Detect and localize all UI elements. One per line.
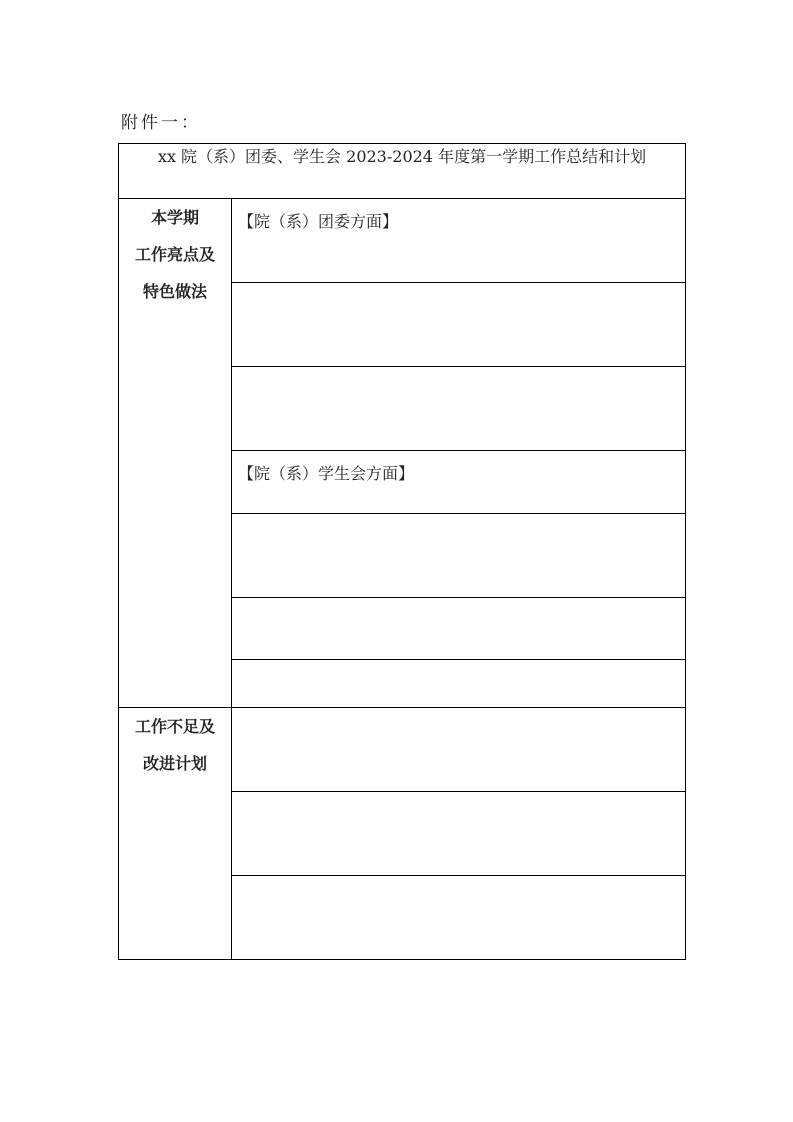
league-committee-cell[interactable] bbox=[232, 199, 686, 283]
improvements-label-cell bbox=[119, 708, 232, 960]
improvements-label-line-1: 工作不足及 bbox=[134, 717, 215, 736]
student-union-heading: 【院（系）学生会方面】 bbox=[238, 464, 415, 483]
attachment-label: 附件一： bbox=[121, 113, 201, 133]
highlights-label-cell bbox=[119, 199, 232, 708]
league-committee-heading: 【院（系）团委方面】 bbox=[238, 212, 399, 231]
form-title: xx 院（系）团委、学生会 2023-2024 年度第一学期工作总结和计划 bbox=[119, 144, 686, 199]
improvement-entry-3[interactable] bbox=[232, 876, 686, 960]
student-union-cell[interactable] bbox=[232, 451, 686, 514]
improvement-entry-2[interactable] bbox=[232, 792, 686, 876]
highlights-label-line-2: 工作亮点及 bbox=[134, 245, 215, 264]
improvement-entry-1[interactable] bbox=[232, 708, 686, 792]
highlights-label-line-3: 特色做法 bbox=[142, 282, 207, 301]
highlights-label-line-1: 本学期 bbox=[150, 208, 199, 227]
student-union-entry-2[interactable] bbox=[232, 514, 686, 598]
student-union-entry-4[interactable] bbox=[232, 660, 686, 708]
highlights-row-1 bbox=[119, 199, 686, 283]
improvements-row-1 bbox=[119, 708, 686, 792]
league-committee-entry-2[interactable] bbox=[232, 283, 686, 367]
improvements-label-line-2: 改进计划 bbox=[142, 754, 207, 773]
title-row bbox=[119, 144, 686, 199]
summary-form-table bbox=[118, 143, 686, 960]
league-committee-entry-3[interactable] bbox=[232, 367, 686, 451]
student-union-entry-3[interactable] bbox=[232, 598, 686, 660]
